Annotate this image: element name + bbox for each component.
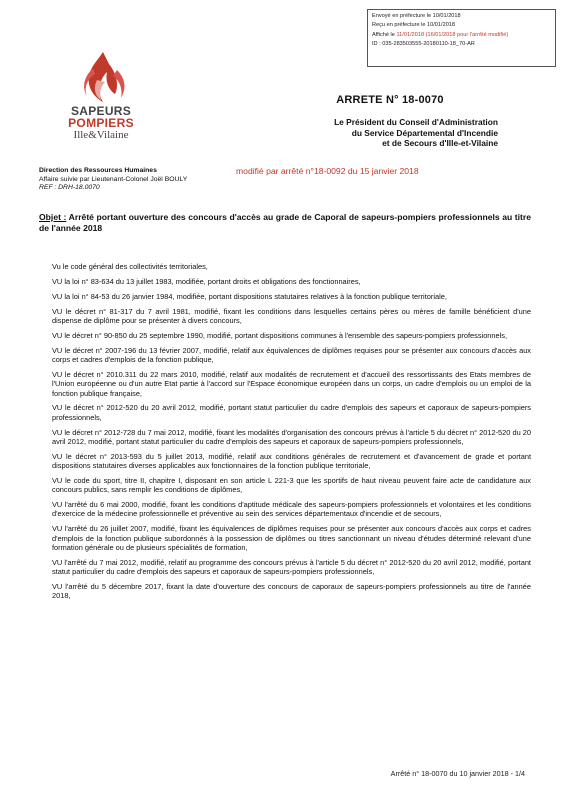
visa-paragraph: VU le décret n° 2010.311 du 22 mars 2010, modifié, relatif aux modalités de recrutement et d'accueil des ressortissants des Etats membres de l'Union européenne ou d'un autre Etat partie à l'accord sur l'Espace économique européen dans un corps, un cadre d'emplois ou un emploi de la fonction publique française,: [52, 369, 531, 398]
sdis-logo: [51, 50, 151, 142]
visa-paragraph: VU la loi n° 84-53 du 26 janvier 1984, modifiée, portant dispositions statutaires relatives à la fonction publique territoriale,: [52, 291, 447, 301]
visas-list: [39, 262, 531, 606]
stamp-posted-label: Affiché le: [372, 31, 395, 38]
direction-title: Direction des Ressources Humaines: [39, 167, 157, 174]
prefecture-stamp: [367, 9, 556, 67]
reference: REF : DRH-18.0070: [39, 184, 100, 192]
visa-paragraph: VU l'arrêté du 7 mai 2012, modifié, relatif au programme des concours prévus à l'article 5 du décret n° 2012-520 du 20 avril 2012, modifié, portant statut particulier du cadre d'emplois des sapeurs et caporaux de sapeurs-pompiers professionnels,: [52, 557, 531, 577]
stamp-posted-date: 11/01/2018: [396, 31, 425, 38]
visa-paragraph: VU l'arrêté du 26 juillet 2007, modifié, fixant les équivalences de diplômes requises pour se présenter aux concours d'accès aux corps et cadres d'emplois de la fonction publique subordonnés à la possession de diplômes ou titres sanctionnant un niveau d'études déterminé relevant d'une formation générale ou de plusieurs spécialités de formation,: [52, 524, 531, 552]
authority-block: [238, 117, 498, 149]
visa-paragraph: VU le décret n° 2012-520 du 20 avril 2012, modifié, portant statut particulier du cadre d'emplois des sapeurs et caporaux de sapeurs-pompiers professionnels,: [52, 403, 531, 422]
visa-paragraph: Vu le code général des collectivités territoriales,: [52, 262, 208, 271]
visa-paragraph: VU le décret n° 90-850 du 25 septembre 1990, modifié, portant dispositions communes à l'ensemble des sapeurs-pompiers professionnels,: [52, 330, 508, 340]
visa-paragraph: VU le décret n° 2012-728 du 7 mai 2012, modifié, fixant les modalités d'organisation des concours prévus à l'article 5 du décret n° 2012-520 du 20 avril 2012, modifié, portant statut particulier du cadre d'emplois des sapeurs et caporaux de sapeurs-pompiers professionnels,: [52, 427, 531, 446]
modification-note: modifié par arrêté n°18-0092 du 15 janvier 2018: [236, 166, 419, 176]
logo-text-region: Ille&Vilaine: [73, 129, 129, 141]
stamp-posted-note: (16/01/2018 pour l'arrêté modifié): [425, 31, 509, 38]
authority-line: du Service Départemental d'Incendie: [351, 127, 498, 138]
logo-text-pompiers: POMPIERS: [68, 116, 134, 130]
visa-paragraph: VU la loi n° 83-634 du 13 juillet 1983, modifiée, portant droits et obligations des fonctionnaires,: [52, 276, 361, 286]
stamp-received: Reçu en préfecture le 10/01/2018: [372, 22, 456, 29]
authority-line: Le Président du Conseil d'Administration: [334, 117, 498, 127]
visa-paragraph: VU le décret n° 2013-593 du 5 juillet 2013, modifié, relatif aux conditions générales de recrutement et d'avancement de grade et portant dispositions statutaires diverses applicables aux fonctionnaires de la fonction publique territoriale,: [52, 451, 531, 471]
objet-text: Arrêté portant ouverture des concours d'accès au grade de Caporal de sapeurs-pompiers professionnels au titre de l'année 2018: [39, 212, 532, 233]
visa-paragraph: VU le décret n° 2007-196 du 13 février 2007, modifié, relatif aux équivalences de diplômes requises pour se présenter aux concours d'accès aux corps et cadres d'emplois de la fonction publique,: [52, 345, 531, 365]
stamp-sent: Envoyé en préfecture le 10/01/2018: [372, 13, 461, 19]
affaire-suivie: Affaire suivie par Lieutenant-Colonel Joël BOULY: [39, 175, 188, 183]
objet-block: [39, 212, 531, 234]
visa-paragraph: VU l'arrêté du 6 mai 2000, modifié, fixant les conditions d'aptitude médicale des sapeurs-pompiers professionnels et volontaires et les conditions d'exercice de la médecine professionnelle et préventive au sein des services départementaux d'incendie et de secours,: [52, 500, 531, 519]
visa-paragraph: VU le code du sport, titre II, chapitre I, disposant en son article L 221-3 que les sportifs de haut niveau peuvent faire acte de candidature aux concours publics, sans remplir les conditions de diplômes,: [52, 475, 531, 495]
page-footer: Arrêté n° 18-0070 du 10 janvier 2018 - 1/4: [390, 769, 525, 778]
stamp-id: ID : 035-283503555-20180110-18_70-AR: [372, 41, 475, 48]
flame-icon: [73, 50, 133, 105]
arrete-title: ARRETE N° 18-0070: [336, 94, 444, 106]
direction-block: [39, 167, 299, 193]
stamp-posted: [372, 31, 551, 40]
authority-line: et de Secours d'Ille-et-Vilaine: [382, 138, 498, 148]
objet-label: Objet :: [39, 212, 67, 222]
visa-paragraph: VU l'arrêté du 5 décembre 2017, fixant la date d'ouverture des concours de caporaux de sapeurs-pompiers professionnels au titre de l'année 2018,: [52, 582, 531, 601]
visa-paragraph: VU le décret n° 81-317 du 7 avril 1981, modifié, fixant les conditions dans lesquelles certains pères ou mères de famille bénéficient d'une dispense de diplôme pour se présenter à divers concours,: [52, 306, 531, 325]
logo-text-sapeurs: SAPEURS: [70, 104, 132, 118]
